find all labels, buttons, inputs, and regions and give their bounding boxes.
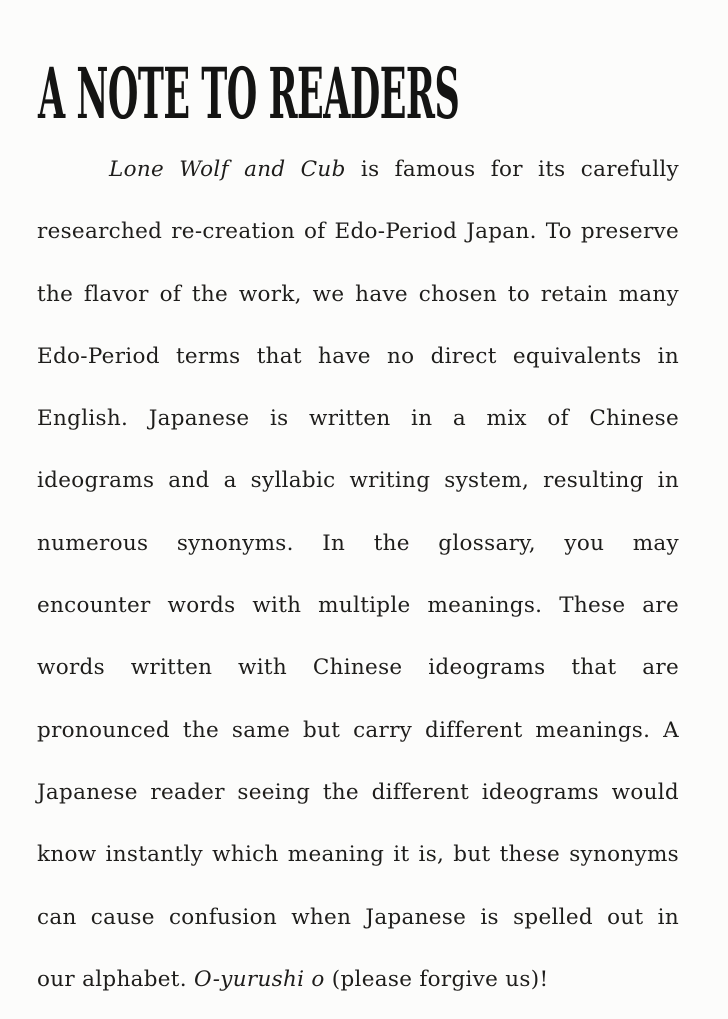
text-line xyxy=(37,700,679,762)
text-line xyxy=(37,201,679,263)
note-body xyxy=(37,139,679,1011)
line-text: is famous for its carefully xyxy=(345,157,679,182)
line-text: numerous synonyms. In the glossary, you may xyxy=(37,530,679,556)
text-line xyxy=(37,264,679,326)
text-line xyxy=(37,450,679,512)
line-text: words written with Chinese ideograms that are xyxy=(37,655,679,681)
text-line xyxy=(37,887,679,949)
text-line xyxy=(37,637,679,699)
text-line xyxy=(37,513,679,575)
line-text: (please forgive us)! xyxy=(324,966,549,992)
line-text: Japanese reader seeing the different ideograms would xyxy=(37,779,679,805)
line-text: the flavor of the work, we have chosen to retain many xyxy=(37,281,679,307)
text-line xyxy=(37,139,679,201)
italic-phrase: O-yurushi o xyxy=(194,966,325,992)
text-line xyxy=(37,326,679,388)
line-text: Edo-Period terms that have no direct equivalents in xyxy=(37,343,679,369)
text-line xyxy=(37,762,679,824)
line-text: can cause confusion when Japanese is spelled out in xyxy=(37,904,679,930)
line-text: ideograms and a syllabic writing system, resulting in xyxy=(37,468,679,494)
line-text: researched re-creation of Edo-Period Japan. To preserve xyxy=(37,219,679,245)
italic-phrase: Lone Wolf and Cub xyxy=(109,157,346,182)
line-text: our alphabet. xyxy=(37,966,195,992)
text-line xyxy=(37,575,679,637)
text-line xyxy=(37,824,679,886)
line-text: English. Japanese is written in a mix of Chinese xyxy=(37,406,679,432)
line-text: know instantly which meaning it is, but these synonyms xyxy=(37,842,679,868)
text-line xyxy=(37,388,679,450)
line-text: pronounced the same but carry different meanings. A xyxy=(37,717,679,743)
page-title: A NOTE TO READERS xyxy=(38,51,460,135)
line-text: encounter words with multiple meanings. These are xyxy=(37,593,679,619)
text-line xyxy=(37,949,679,1011)
